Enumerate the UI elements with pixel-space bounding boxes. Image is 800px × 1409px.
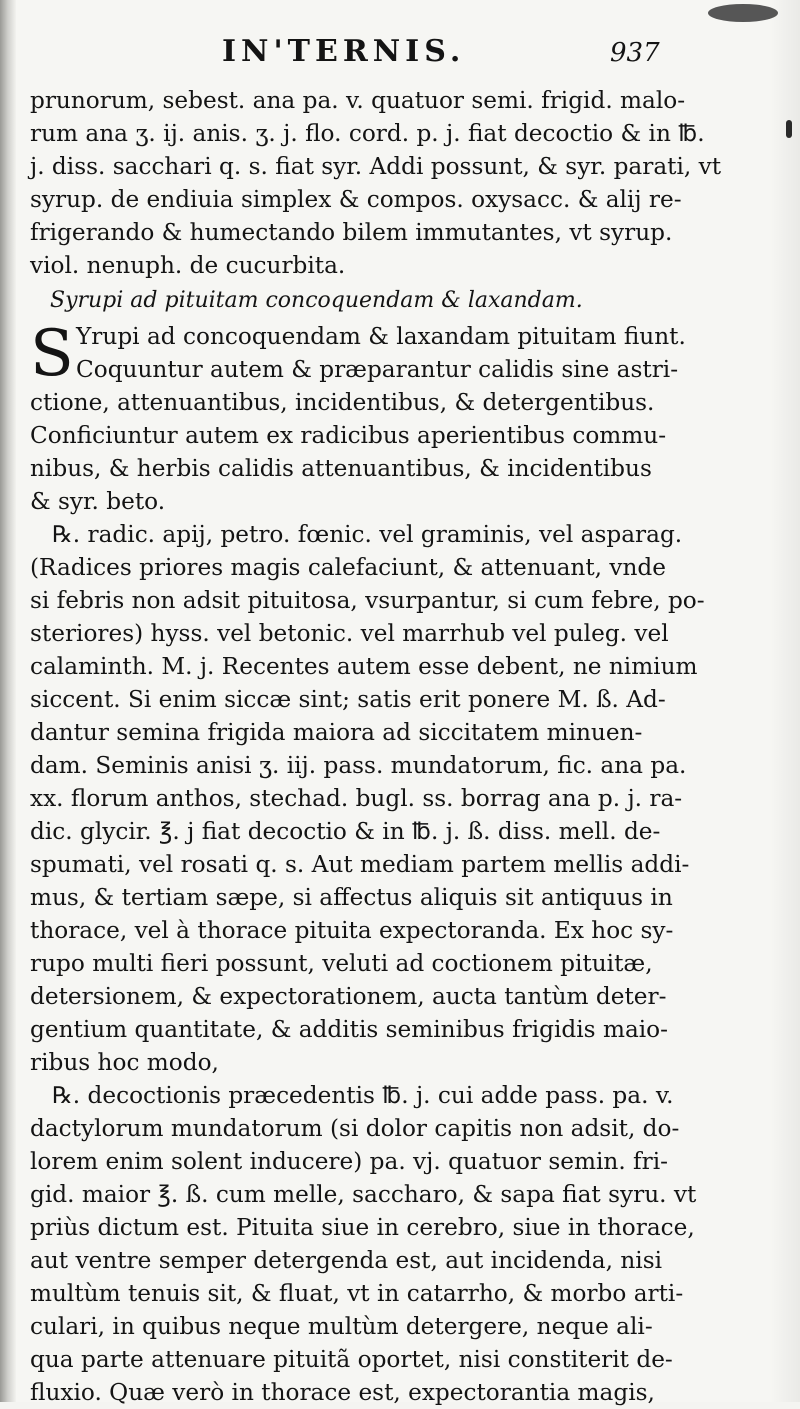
drop-cap: S [30,317,74,391]
text-line: mus, & tertiam sæpe, si affectus aliquis sit antiquus in [30,884,673,911]
text-line [30,353,679,386]
text-line: calaminth. M. j. Recentes autem esse debent, ne nimium [30,653,698,680]
page-header [0,34,800,74]
text-line: rupo multi fieri possunt, veluti ad coctionem pituitæ, [30,950,653,977]
text-line: (Radices priores magis calefaciunt, & attenuant, vnde [30,554,666,581]
text-line: ℞. decoctionis præcedentis ℔. j. cui adde pass. pa. v. [52,1082,674,1109]
text-line: si febris non adsit pituitosa, vsurpantur, si cum febre, po- [30,587,705,614]
text-line: dic. glycir. ℥. j fiat decoctio & in ℔. j. ß. diss. mell. de- [30,818,661,845]
text-line: viol. nenuph. de cucurbita. [30,252,346,279]
text-line: qua parte attenuare pituitã oportet, nisi constiterit de- [30,1346,673,1373]
text-line: prunorum, sebest. ana pa. v. quatuor semi. frigid. malo- [30,87,686,114]
text-line: gentium quantitate, & additis seminibus frigidis maio- [30,1016,668,1043]
text-line: frigerando & humectando bilem immutantes, vt syrup. [30,219,673,246]
text-line: ribus hoc modo, [30,1049,219,1076]
text-line: j. diss. sacchari q. s. fiat syr. Addi possunt, & syr. parati, vt [30,153,722,180]
text-line: fluxio. Quæ verò in thorace est, expectorantia magis, [30,1379,655,1406]
ink-blot-decoration [708,4,778,22]
text-line: multùm tenuis sit, & fluat, vt in catarrho, & morbo arti- [30,1280,684,1307]
text-line: dantur semina frigida maiora ad siccitatem minuen- [30,719,643,746]
text-line: gid. maior ℥. ß. cum melle, saccharo, & sapa fiat syru. vt [30,1181,697,1208]
text-line: dactylorum mundatorum (si dolor capitis non adsit, do- [30,1115,680,1142]
text-line: priùs dictum est. Pituita siue in cerebro, siue in thorace, [30,1214,695,1241]
text-line: & syr. beto. [30,488,166,515]
text-line: siccent. Si enim siccæ sint; satis erit ponere M. ß. Ad- [30,686,666,713]
text-line: culari, in quibus neque multùm detergere, neque ali- [30,1313,653,1340]
page-gutter-shadow [0,0,16,1402]
running-head: IN'TERNIS. [222,34,466,69]
page-edge-shadow [770,0,800,1402]
text-line: lorem enim solent inducere) pa. vj. quatuor semin. fri- [30,1148,668,1175]
text-line: thorace, vel à thorace pituita expectoranda. Ex hoc sy- [30,917,674,944]
text-line-content: Yrupi ad concoquendam & laxandam pituitam fiunt. [76,323,686,350]
ink-spot-decoration [786,120,792,138]
text-line: syrup. de endiuia simplex & compos. oxysacc. & alij re- [30,186,682,213]
text-line-content: Coquuntur autem & præparantur calidis sine astri- [76,356,679,383]
section-heading: Syrupi ad pituitam concoquendam & laxandam. [50,288,583,313]
text-line: ctione, attenuantibus, incidentibus, & detergentibus. [30,389,655,416]
page-number: 937 [610,38,660,68]
text-line: xx. florum anthos, stechad. bugl. ss. borrag ana p. j. ra- [30,785,683,812]
text-line: ℞. radic. apij, petro. fœnic. vel graminis, vel asparag. [52,521,683,548]
text-line: nibus, & herbis calidis attenuantibus, & incidentibus [30,455,652,482]
text-line: Conficiuntur autem ex radicibus aperientibus commu- [30,422,667,449]
text-line: aut ventre semper detergenda est, aut incidenda, nisi [30,1247,663,1274]
text-line: steriores) hyss. vel betonic. vel marrhub vel puleg. vel [30,620,669,647]
text-line: spumati, vel rosati q. s. Aut mediam partem mellis addi- [30,851,690,878]
text-line: dam. Seminis anisi ʒ. iij. pass. mundatorum, fic. ana pa. [30,752,687,779]
text-line: detersionem, & expectorationem, aucta tantùm deter- [30,983,667,1010]
text-line: rum ana ʒ. ij. anis. ʒ. j. flo. cord. p. j. fiat decoctio & in ℔. [30,120,705,147]
page-text [30,84,722,1409]
